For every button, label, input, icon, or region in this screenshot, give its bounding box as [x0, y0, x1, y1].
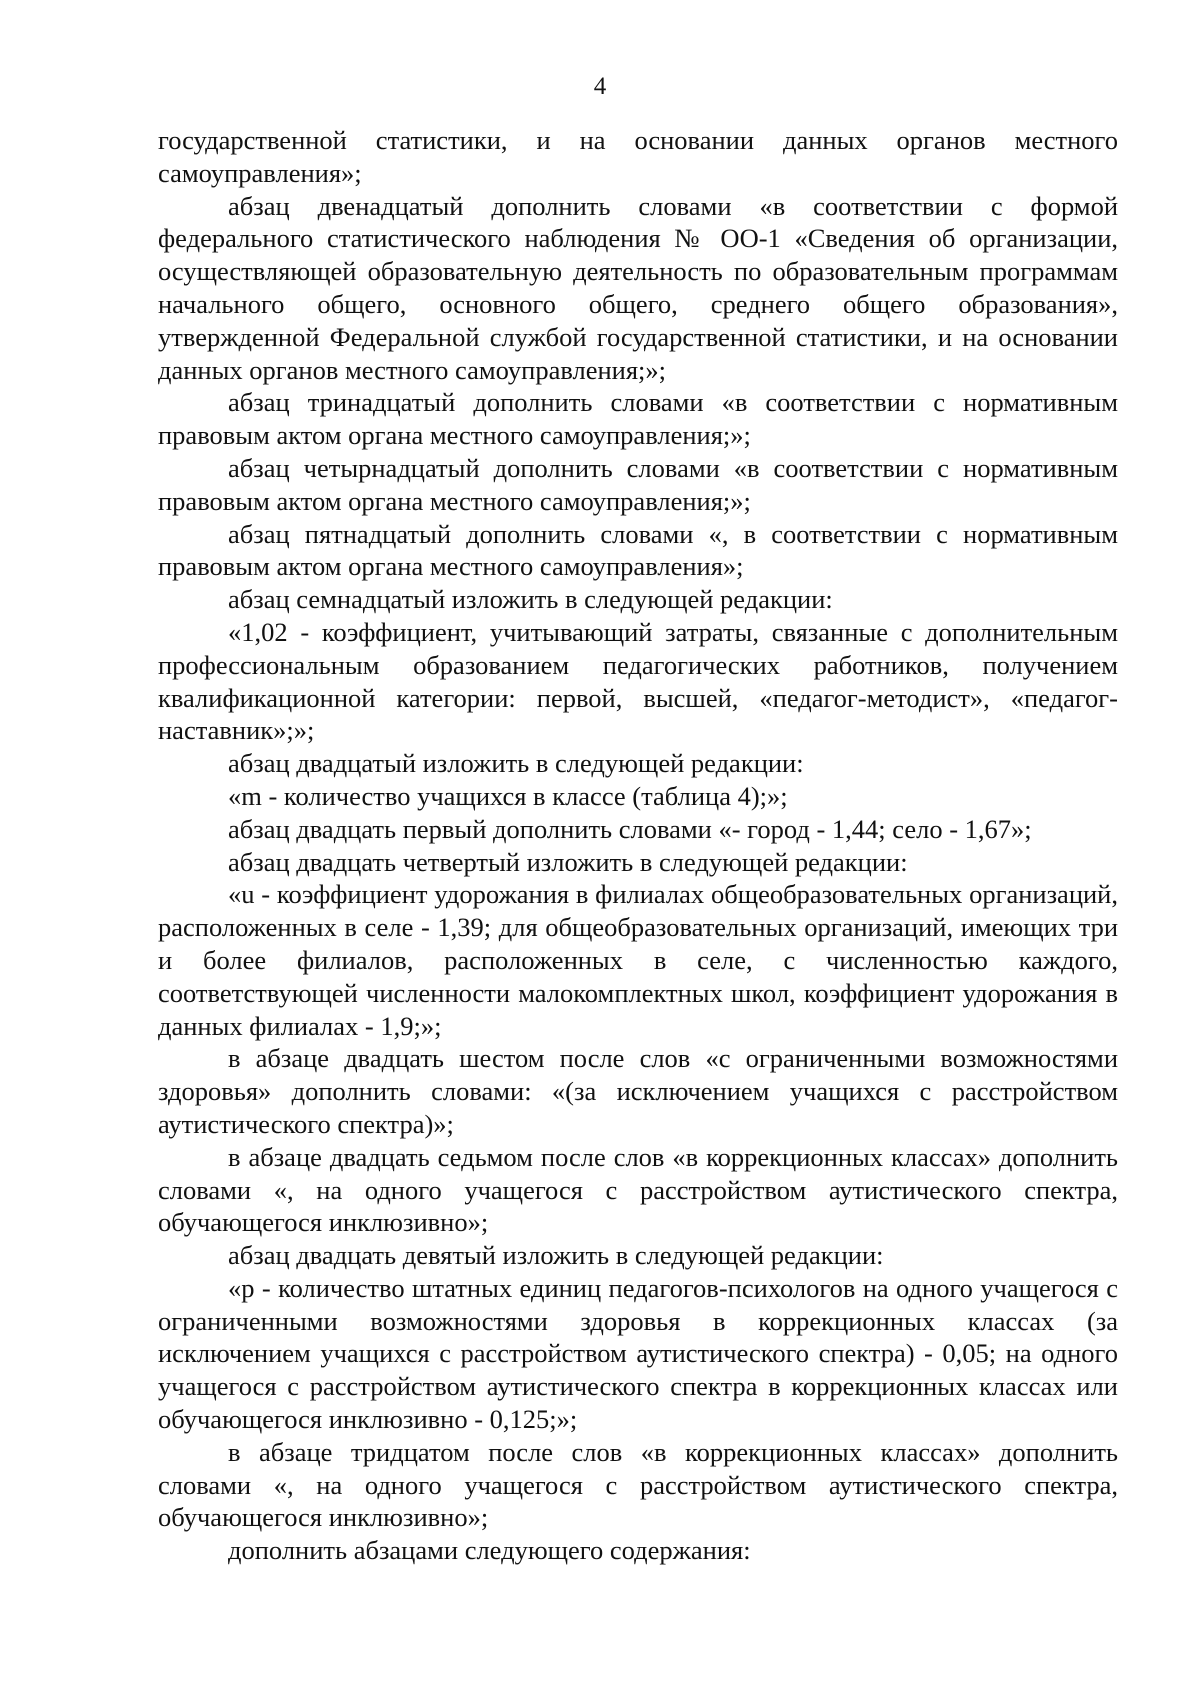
- paragraph: абзац пятнадцатый дополнить словами «, в соответствии с нормативным правовым актом органа местного самоуправления»;: [158, 518, 1118, 582]
- paragraph: абзац двадцать четвертый изложить в следующей редакции:: [228, 846, 908, 877]
- paragraph: абзац четырнадцатый дополнить словами «в соответствии с нормативным правовым актом органа местного самоуправления;»;: [158, 452, 1118, 516]
- paragraph: абзац двадцать девятый изложить в следующей редакции:: [228, 1240, 884, 1271]
- paragraph: в абзаце двадцать шестом после слов «с ограниченными возможностями здоровья» дополнить словами: «(за исключением учащихся с расстройством аутистического спектра)»;: [158, 1043, 1118, 1139]
- paragraph: «m - количество учащихся в классе (таблица 4);»;: [228, 780, 788, 811]
- document-body: [158, 124, 1118, 1567]
- paragraph: абзац двадцать первый дополнить словами «- город - 1,44; село - 1,67»;: [228, 813, 1032, 844]
- paragraph: «u - коэффициент удорожания в филиалах общеобразовательных организаций, расположенных в селе - 1,39; для общеобразовательных организаций, имеющих три и более филиалов, расположенных в селе, с численностью каждого, соответствующей численности малокомплектных школ, коэффициент удорожания в данных филиалах - 1,9;»;: [158, 879, 1118, 1041]
- paragraph: государственной статистики, и на основании данных органов местного самоуправления»;: [158, 125, 1118, 188]
- paragraph: «p - количество штатных единиц педагогов-психологов на одного учащегося с ограниченными возможностями здоровья в коррекционных классах (за исключением учащихся с расстройством аутистического спектра) - 0,05; на одного учащегося с расстройством аутистического спектра в коррекционных классах или обучающегося инклюзивно - 0,125;»;: [158, 1272, 1118, 1435]
- paragraph: «1,02 - коэффициент, учитывающий затраты, связанные с дополнительным профессиональным образованием педагогических работников, получением квалификационной категории: первой, высшей, «педагог-методист», «педагог-наставник»;»;: [158, 616, 1118, 746]
- paragraph: в абзаце двадцать седьмом после слов «в коррекционных классах» дополнить словами «, на одного учащегося с расстройством аутистического спектра, обучающегося инклюзивно»;: [158, 1141, 1118, 1238]
- paragraph: в абзаце тридцатом после слов «в коррекционных классах» дополнить словами «, на одного учащегося с расстройством аутистического спектра, обучающегося инклюзивно»;: [158, 1436, 1118, 1533]
- paragraph: дополнить абзацами следующего содержания:: [228, 1535, 751, 1566]
- paragraph: абзац двенадцатый дополнить словами «в соответствии с формой федерального статистического наблюдения № ОО-1 «Сведения об организации, осуществляющей образовательную деятельность по образовательным программам начального общего, основного общего, среднего общего образования», утвержденной Федеральной службой государственной статистики, и на основании данных органов местного самоуправления;»;: [158, 190, 1118, 385]
- paragraph: абзац семнадцатый изложить в следующей редакции:: [228, 584, 833, 615]
- page-number: 4: [593, 73, 607, 100]
- paragraph: абзац двадцатый изложить в следующей редакции:: [228, 748, 804, 779]
- paragraph: абзац тринадцатый дополнить словами «в соответствии с нормативным правовым актом органа местного самоуправления;»;: [158, 387, 1118, 451]
